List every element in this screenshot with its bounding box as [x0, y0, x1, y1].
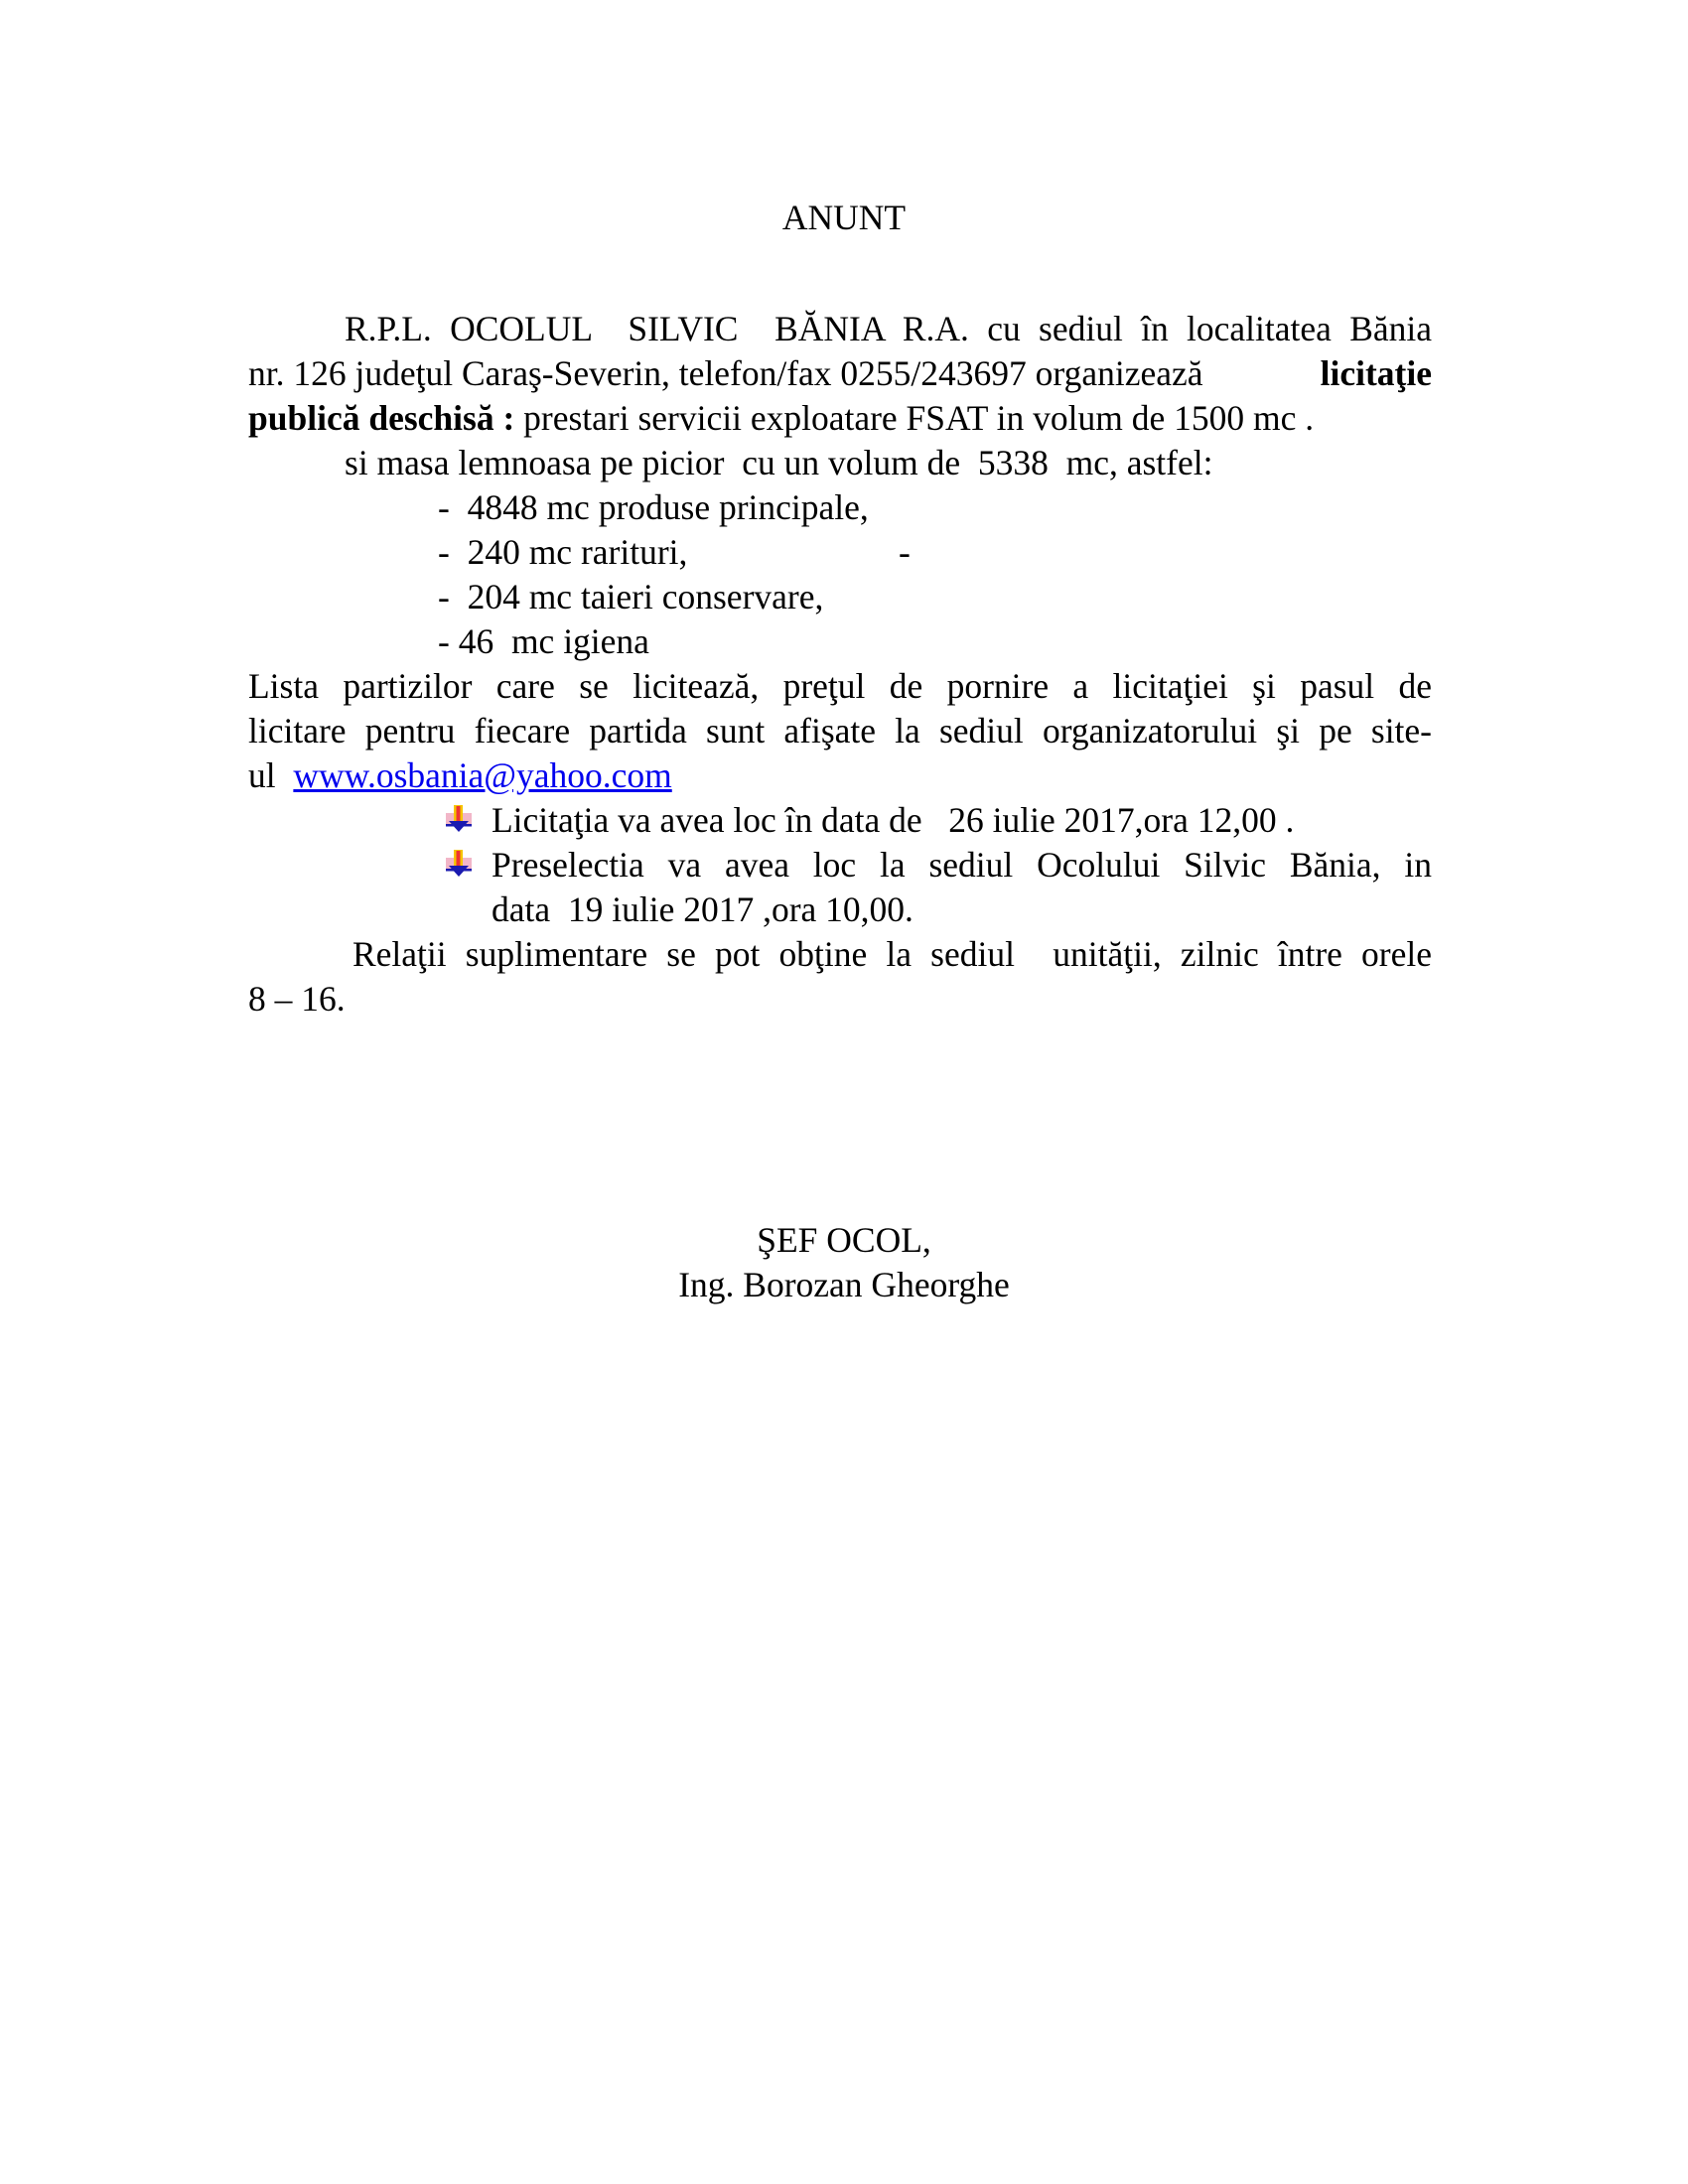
lista-text-3: ul — [248, 755, 276, 795]
bullet-text-licitatie: Licitaţia va avea loc în data de 26 iulie 2017,ora 12,00 . — [492, 800, 1295, 840]
lista-line-3 — [248, 755, 672, 795]
lista-text-2: licitare pentru fiecare partida sunt afişate la sediul organizatorului şi pe site- — [248, 711, 1432, 751]
arrow-bullet-icon — [444, 804, 474, 834]
signature-name: Ing. Borozan Gheorghe — [678, 1265, 1010, 1304]
page-title: ANUNT — [781, 198, 907, 237]
intro-line-4: si masa lemnoasa pe picior cu un volum de 5338 mc, astfel: — [345, 443, 1213, 482]
signature-role: ŞEF OCOL, — [757, 1220, 931, 1260]
intro-line-2 — [248, 353, 1432, 393]
list-item-trailing-dash: - — [899, 532, 911, 572]
intro-text-3: prestari servicii exploatare FSAT in volum de 1500 mc . — [514, 398, 1315, 438]
bullet-text-preselectia-line-1 — [492, 845, 1432, 885]
bullet-text-preselectia: Preselectia va avea loc la sediul Ocolului Silvic Bănia, in — [492, 845, 1432, 885]
list-item: - 204 mc taieri conservare, — [438, 577, 824, 616]
lista-line-1 — [248, 666, 1432, 706]
list-item: - 240 mc rarituri, — [438, 532, 688, 572]
intro-bold-licitatie: licitaţie — [1320, 353, 1432, 393]
intro-line-1 — [345, 309, 1432, 348]
relatii-line-2: 8 – 16. — [248, 979, 346, 1019]
intro-line-3 — [248, 398, 1315, 438]
lista-line-2 — [248, 711, 1432, 751]
list-item: - 4848 mc produse principale, — [438, 487, 869, 527]
relatii-text-1: Relaţii suplimentare se pot obţine la sediul unităţii, zilnic între orele — [352, 934, 1432, 974]
lista-text-1: Lista partizilor care se licitează, preţul de pornire a licitaţiei şi pasul de — [248, 666, 1432, 706]
relatii-line-1 — [352, 934, 1432, 974]
intro-text-1: R.P.L. OCOLUL SILVIC BĂNIA R.A. cu sediul în localitatea Bănia — [345, 309, 1432, 348]
website-link[interactable]: www.osbania@yahoo.com — [293, 755, 672, 795]
intro-bold-publica: publică deschisă : — [248, 398, 515, 438]
bullet-text-preselectia-line-2: data 19 iulie 2017 ,ora 10,00. — [492, 889, 914, 929]
intro-text-2: nr. 126 judeţul Caraş-Severin, telefon/fax 0255/243697 organizează — [248, 353, 1203, 393]
arrow-bullet-icon — [444, 849, 474, 879]
list-item: - 46 mc igiena — [438, 621, 649, 661]
